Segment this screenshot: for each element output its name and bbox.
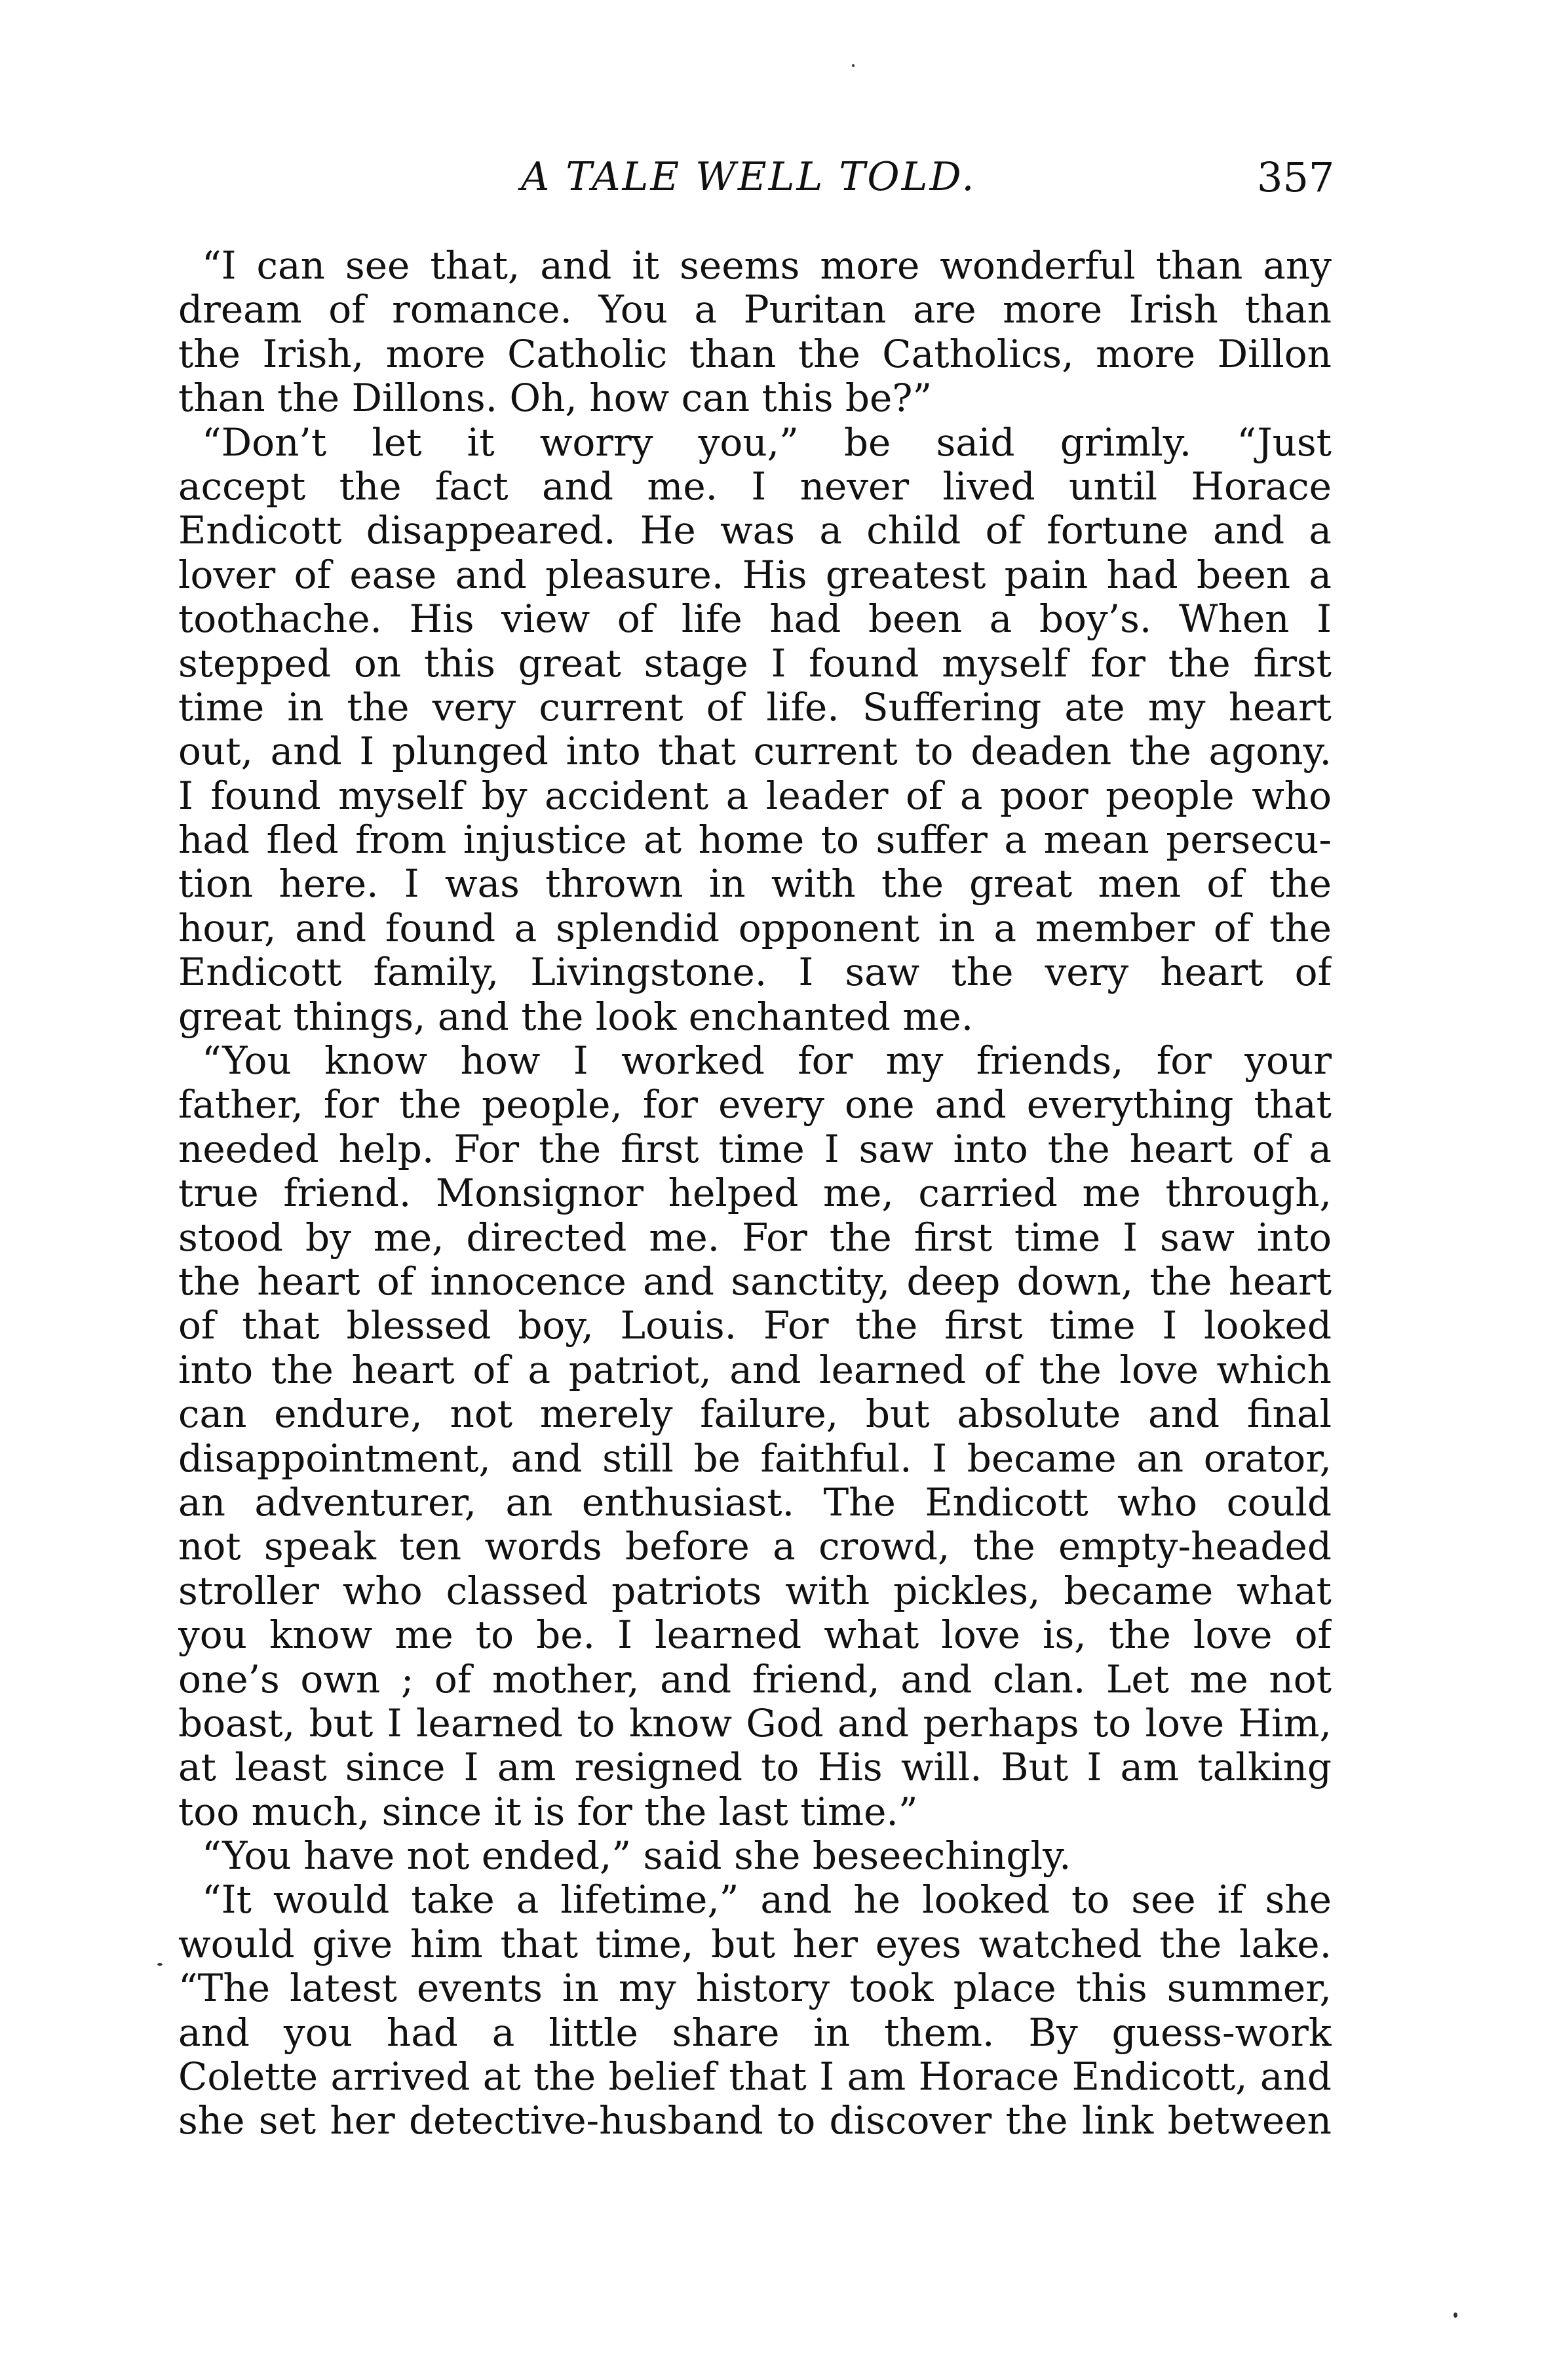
text-line: she set her detective-husband to discover the link between	[178, 2099, 1332, 2143]
text-line: you know me to be. I learned what love is, the love of	[178, 1613, 1332, 1658]
text-line: disappointment, and still be faithful. I became an orator,	[178, 1436, 1332, 1481]
text-line: I found myself by accident a leader of a poor people who	[178, 773, 1332, 818]
text-line: “The latest events in my history took place this summer,	[178, 1966, 1332, 2011]
text-line: Endicott family, Livingstone. I saw the very heart of	[178, 950, 1332, 995]
text-line: stood by me, directed me. For the first time I saw into	[178, 1215, 1332, 1260]
text-line: true friend. Monsignor helped me, carried me through,	[178, 1171, 1332, 1216]
text-line: the heart of innocence and sanctity, deep down, the heart	[178, 1259, 1332, 1304]
text-line: of that blessed boy, Louis. For the first time I looked	[178, 1304, 1332, 1348]
text-line: and you had a little share in them. By guess-work	[178, 2010, 1332, 2055]
text-line: Endicott disappeared. He was a child of fortune and a	[178, 509, 1332, 553]
text-line: at least since I am resigned to His will. But I am talking	[178, 1746, 1332, 1790]
text-line: too much, since it is for the last time.”	[178, 1789, 918, 1834]
text-line: dream of romance. You a Puritan are more Irish than	[178, 288, 1332, 332]
text-line: toothache. His view of life had been a boy’s. When I	[178, 597, 1332, 642]
text-line: father, for the people, for every one and everything that	[178, 1083, 1332, 1127]
text-line: can endure, not merely failure, but absolute and final	[178, 1392, 1332, 1437]
text-line: “You have not ended,” said she beseechingly.	[202, 1834, 1071, 1879]
text-line: lover of ease and pleasure. His greatest pain had been a	[178, 553, 1332, 597]
text-line: stepped on this great stage I found myself for the first	[178, 641, 1332, 686]
text-line: “I can see that, and it seems more wonderful than any	[202, 244, 1332, 288]
text-line: needed help. For the first time I saw into the heart of a	[178, 1127, 1332, 1171]
text-line: time in the very current of life. Suffering ate my heart	[178, 685, 1332, 730]
text-line: “You know how I worked for my friends, for your	[202, 1039, 1332, 1083]
text-line: stroller who classed patriots with pickles, became what	[178, 1569, 1332, 1613]
text-line: accept the fact and me. I never lived until Horace	[178, 464, 1332, 509]
text-line: out, and I plunged into that current to deaden the agony.	[178, 730, 1332, 774]
text-line: would give him that time, but her eyes watched the lake.	[178, 1922, 1332, 1966]
text-line: “It would take a lifetime,” and he looked to see if she	[202, 1878, 1332, 1922]
text-line: had fled from injustice at home to suffer a mean persecu-	[178, 818, 1332, 863]
text-line: one’s own ; of mother, and friend, and clan. Let me not	[178, 1657, 1332, 1702]
text-line: tion here. I was thrown in with the great men of the	[178, 862, 1332, 907]
text-line: the Irish, more Catholic than the Catholics, more Dillon	[178, 332, 1332, 376]
body-text	[178, 244, 1332, 2143]
print-speck	[157, 1963, 163, 1966]
text-line: “Don’t let it worry you,” be said grimly. “Just	[202, 420, 1332, 465]
text-line: not speak ten words before a crowd, the empty-headed	[178, 1525, 1332, 1569]
text-line: an adventurer, an enthusiast. The Endicott who could	[178, 1480, 1332, 1525]
text-line: than the Dillons. Oh, how can this be?”	[178, 376, 933, 421]
print-speck	[1453, 2312, 1457, 2318]
text-line: boast, but I learned to know God and perhaps to love Him,	[178, 1701, 1332, 1746]
running-title: A TALE WELL TOLD.	[521, 154, 976, 200]
text-line: great things, and the look enchanted me.	[178, 994, 974, 1039]
page-number: 357	[1257, 153, 1335, 201]
text-line: hour, and found a splendid opponent in a member of the	[178, 906, 1332, 950]
text-line: into the heart of a patriot, and learned of the love which	[178, 1348, 1332, 1392]
text-line: Colette arrived at the belief that I am Horace Endicott, and	[178, 2055, 1332, 2099]
print-speck	[852, 64, 855, 67]
